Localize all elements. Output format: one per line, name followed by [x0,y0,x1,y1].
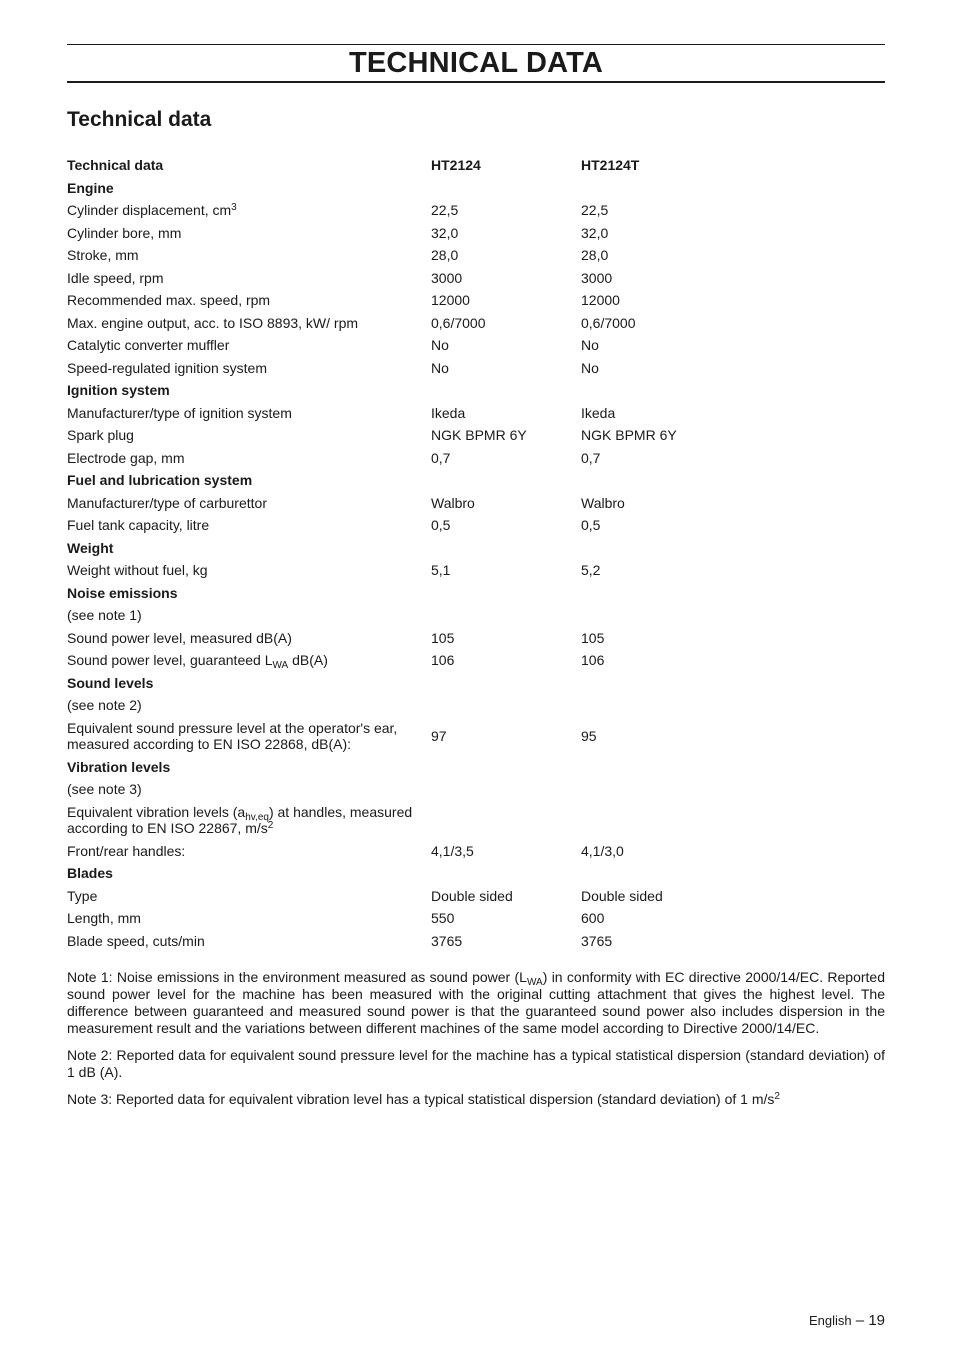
row-label-text: dB(A) [288,652,328,669]
header-model-b: HT2124T [581,157,640,174]
value-b: 4,1/3,0 [581,842,624,859]
section-row [67,537,787,560]
section-label: Sound levels [67,674,154,691]
value-a: 550 [431,910,455,927]
value-b: NGK BPMR 6Y [581,427,677,444]
footer-language: English [808,1313,852,1328]
table-row [67,778,787,801]
table-row [67,447,787,470]
value-b: 12000 [581,292,620,309]
notes [67,969,885,1118]
table-row [67,930,787,953]
row-label: Speed-regulated ignition system [67,359,268,376]
note-text: Note 1: Noise emissions in the environment measured as sound power (L [67,969,527,985]
row-label: Blade speed, cuts/min [67,932,205,949]
row-label-text: Cylinder displacement, cm [67,202,232,219]
row-label-line: according to EN ISO 22867, m/s [67,820,268,836]
table-row [67,649,787,672]
value-b: 22,5 [581,202,609,219]
value-a: 4,1/3,5 [431,842,474,859]
row-label: Fuel tank capacity, litre [67,517,210,534]
section-label: Noise emissions [67,584,178,601]
value-a: 97 [431,728,447,744]
section-row [67,469,787,492]
note-3 [67,1091,885,1108]
value-b: Double sided [581,887,663,904]
table-row [67,312,787,335]
table-row [67,559,787,582]
value-a: 12000 [431,292,470,309]
row-label: Sound power level, measured dB(A) [67,629,292,646]
section-label: Vibration levels [67,758,171,775]
value-a: 106 [431,652,455,669]
row-label: Manufacturer/type of ignition system [67,404,292,421]
row-label: (see note 1) [67,607,142,624]
value-b: 105 [581,629,605,646]
value-a: 3000 [431,269,463,286]
row-label: Electrode gap, mm [67,449,185,466]
value-a: 5,1 [431,562,451,579]
note-text: Note 3: Reported data for equivalent vibration level has a typical statistical dispersion (standard deviation) of 1 m/s [67,1091,775,1107]
section-label: Blades [67,865,113,882]
table-row [67,694,787,717]
row-label [67,717,431,756]
row-label: Manufacturer/type of carburettor [67,494,267,511]
section-label: Engine [67,179,114,196]
row-label [67,199,431,222]
superscript: 2 [267,820,274,831]
table-header-row [67,154,787,177]
value-a: 28,0 [431,247,459,264]
value-b: 5,2 [581,562,601,579]
table-row [67,840,787,863]
section-label: Ignition system [67,382,170,399]
value-b: 95 [581,728,597,744]
table-row [67,627,787,650]
table-row [67,514,787,537]
table-row [67,424,787,447]
superscript: 2 [774,1091,780,1102]
header-banner [67,44,885,83]
row-label: (see note 2) [67,697,142,714]
spec-table [67,154,787,952]
value-b: 0,5 [581,517,601,534]
subscript: hv,eq [245,812,269,823]
value-a: 0,6/7000 [431,314,486,331]
value-b: 3765 [581,932,613,949]
section-row [67,177,787,200]
section-title: Technical data [67,108,212,131]
row-label: Idle speed, rpm [67,269,164,286]
section-row [67,672,787,695]
row-label-text: Sound power level, guaranteed L [67,652,273,669]
row-label-line: measured according to EN ISO 22868, dB(A): [67,736,352,752]
page-footer [809,1312,885,1330]
subscript: WA [272,660,289,672]
subscript: WA [526,977,543,988]
note-2: Note 2: Reported data for equivalent sound pressure level for the machine has a typical statistical dispersion (standard deviation) of 1 dB (A). [67,1047,885,1080]
section-row [67,582,787,605]
page-number: 19 [868,1312,885,1329]
superscript: 3 [231,202,237,214]
note-1 [67,969,885,1037]
row-label-text: ) at handles, measured [268,804,413,820]
value-a: Ikeda [431,404,466,421]
row-label [67,649,431,672]
table-row [67,222,787,245]
table-row [67,492,787,515]
row-label: Length, mm [67,910,141,927]
table-row [67,199,787,222]
value-a: No [431,359,449,376]
value-a: 0,5 [431,517,451,534]
section-row [67,756,787,779]
table-row [67,604,787,627]
table-row [67,907,787,930]
value-a: NGK BPMR 6Y [431,427,527,444]
value-b: No [581,337,599,354]
row-label [67,801,787,840]
value-b: 3000 [581,269,613,286]
value-a: 3765 [431,932,463,949]
value-b: Walbro [581,494,625,511]
value-b: 106 [581,652,605,669]
row-label: Stroke, mm [67,247,139,264]
row-label: Max. engine output, acc. to ISO 8893, kW/ rpm [67,314,359,331]
row-label: Front/rear handles: [67,842,186,859]
banner-title: TECHNICAL DATA [348,47,604,79]
section-row [67,379,787,402]
row-label-text: Equivalent vibration levels (a [67,804,246,820]
section-label: Weight [67,539,114,556]
value-a: Walbro [431,494,475,511]
value-a: 0,7 [431,449,451,466]
row-label: Cylinder bore, mm [67,224,182,241]
value-b: 28,0 [581,247,609,264]
value-b: 0,6/7000 [581,314,636,331]
value-b: 0,7 [581,449,601,466]
section-row [67,862,787,885]
note-text: ) in conformity with EC directive 2000/14/EC. Reported sound power level for the machine has been measured with the original cutting attachment that gives the highest level. The difference between guaranteed and measured sound power is that the guaranteed sound power also includes dispersion in the measurement result and the variations between different machines of the same model according to Directive 2000/14/EC. [67,969,885,1036]
row-label: Recommended max. speed, rpm [67,292,271,309]
header-label: Technical data [67,157,164,174]
value-a: 22,5 [431,202,459,219]
row-label: Type [67,887,98,904]
table-row [67,885,787,908]
value-b: Ikeda [581,404,616,421]
row-label: Catalytic converter muffler [67,337,230,354]
value-b: No [581,359,599,376]
table-row [67,244,787,267]
value-b: 600 [581,910,605,927]
row-label: (see note 3) [67,781,142,798]
table-row [67,334,787,357]
value-a: 105 [431,629,455,646]
table-row [67,402,787,425]
table-row [67,357,787,380]
row-label: Weight without fuel, kg [67,562,208,579]
value-b: 32,0 [581,224,609,241]
header-model-a: HT2124 [431,157,481,174]
row-label: Spark plug [67,427,134,444]
value-a: 32,0 [431,224,459,241]
table-row [67,289,787,312]
value-a: No [431,337,449,354]
table-row [67,801,787,840]
table-row [67,267,787,290]
value-a: Double sided [431,887,513,904]
table-row [67,717,787,756]
footer-dash: – [851,1312,869,1329]
row-label-line: Equivalent sound pressure level at the operator's ear, [67,720,398,736]
section-label: Fuel and lubrication system [67,472,253,489]
